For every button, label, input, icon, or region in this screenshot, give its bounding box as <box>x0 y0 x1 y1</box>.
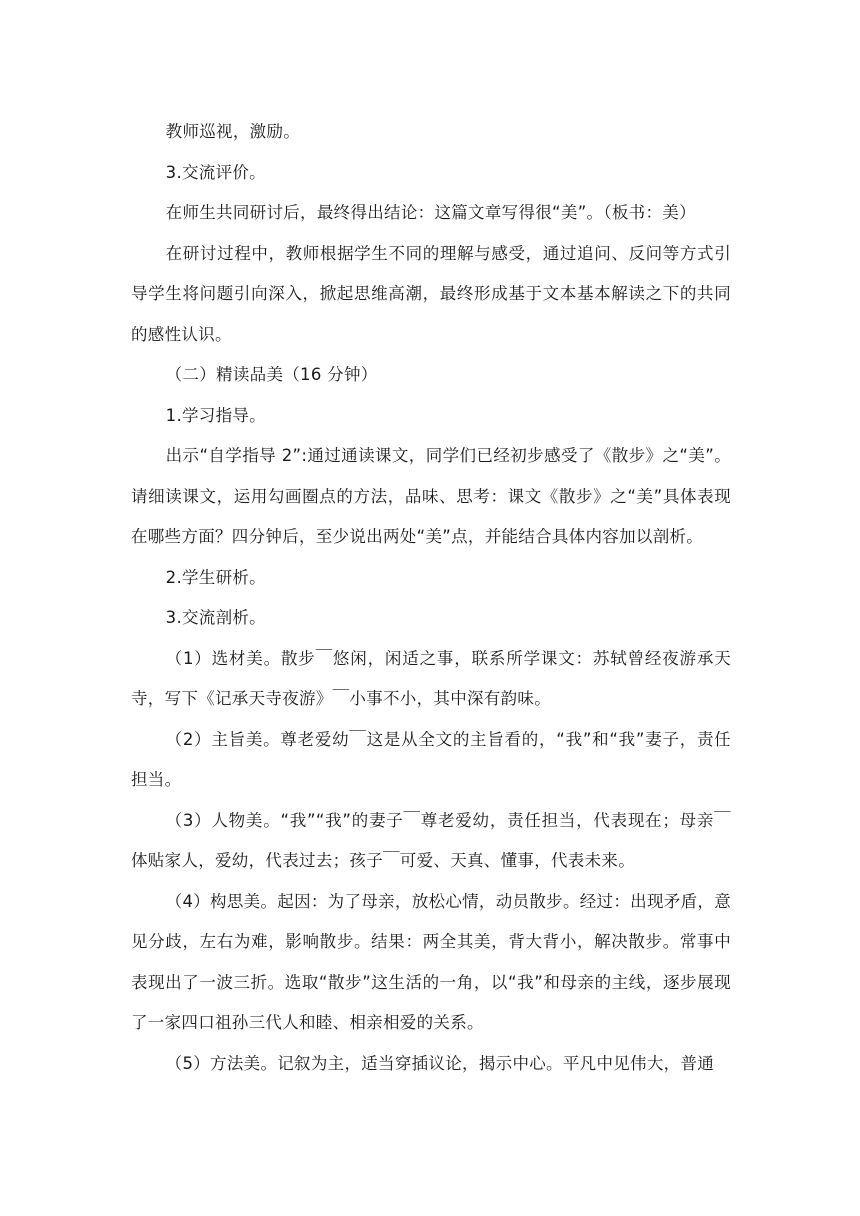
paragraph-theme-beauty: （2）主旨美。尊老爱幼￣这是从全文的主旨看的，“我”和“我”妻子，责任担当。 <box>131 729 731 789</box>
paragraph-step-3-exchange: 3.交流剖析。 <box>165 608 266 627</box>
paragraph-method-beauty: （5）方法美。记叙为主，适当穿插议论，揭示中心。平凡中见伟大，普通 <box>165 1053 715 1073</box>
document-body <box>131 112 731 1084</box>
paragraph-teacher-patrol: 教师巡视，激励。 <box>165 122 301 141</box>
paragraph-step-1-guidance: 1.学习指导。 <box>165 405 266 425</box>
paragraph-structure-beauty: （4）构思美。起因：为了母亲，放松心情，动员散步。经过：出现矛盾，意见分歧，左右为难，影响散步。结果：两全其美，背大背小，解决散步。常事中表现出了一波三折。选取“散步”这生活的一角，以“我”和母亲的主线，逐步展现了一家四口祖孙三代人和睦、相亲相爱的关系。 <box>131 891 731 1032</box>
paragraph-step-2-analysis: 2.学生研析。 <box>165 567 266 587</box>
paragraph-character-beauty: （3）人物美。“我”“我”的妻子￣尊老爱幼，责任担当，代表现在；母亲￣体贴家人，爱幼，代表过去；孩子￣可爱、天真、懂事，代表未来。 <box>131 810 731 870</box>
paragraph-step-3-evaluation: 3.交流评价。 <box>165 162 266 182</box>
paragraph-discussion-process: 在研讨过程中，教师根据学生不同的理解与感受，通过追问、反问等方式引导学生将问题引向深入，掀起思维高潮，最终形成基于文本基本解读之下的共同的感性认识。 <box>131 243 731 344</box>
paragraph-material-beauty: （1）选材美。散步￣悠闲，闲适之事，联系所学课文：苏轼曾经夜游承天寺，写下《记承天寺夜游》￣小事不小，其中深有韵味。 <box>131 648 731 708</box>
section-heading-close-reading: （二）精读品美（16 分钟） <box>165 365 378 384</box>
paragraph-conclusion: 在师生共同研讨后，最终得出结论：这篇文章写得很“美”。（板书：美） <box>165 203 696 222</box>
paragraph-self-study-guide: 出示“自学指导 2”:通过通读课文，同学们已经初步感受了《散步》之“美”。请细读课文，运用勾画圈点的方法，品味、思考：课文《散步》之“美”具体表现在哪些方面？四分钟后，至少说出两处“美”点，并能结合具体内容加以剖析。 <box>131 446 731 546</box>
